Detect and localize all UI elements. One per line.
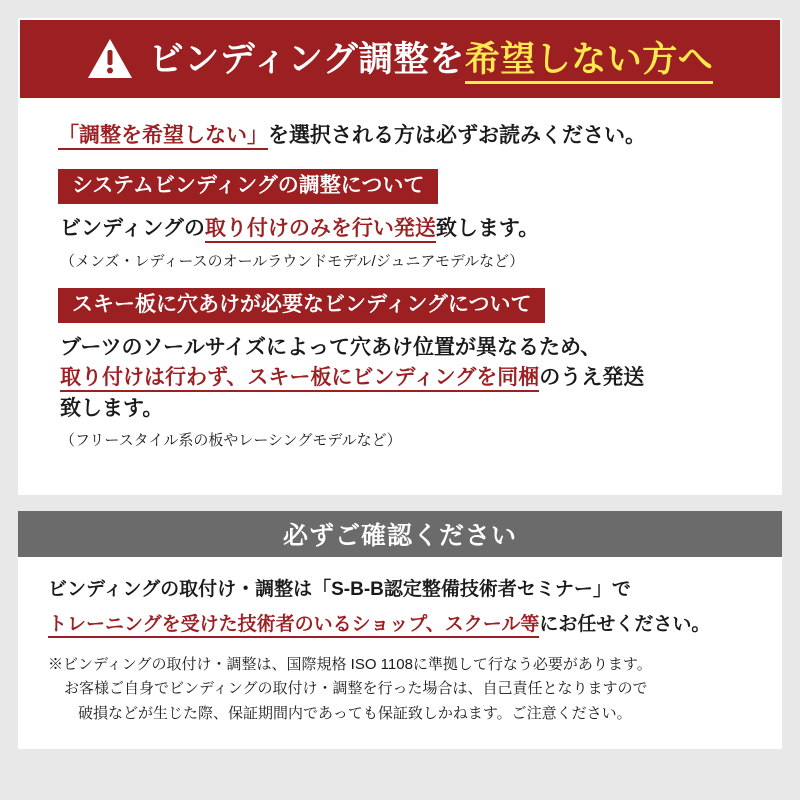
confirmation-header — [18, 511, 782, 557]
section-2-underlined: 取り付けは行わず、スキー板にビンディングを同梱 — [60, 366, 539, 392]
fine-print-line-2: お客様ご自身でビンディングの取付け・調整を行った場合は、自己責任となりますので — [64, 680, 648, 698]
section-2-row2 — [60, 363, 754, 393]
section-1-before: ビンディングの — [60, 217, 205, 241]
section-body-system-binding — [60, 214, 754, 271]
fine-print-line-1: ※ビンディングの取付け・調整は、国際規格 ISO 1108に準拠して行なう必要があります。 — [48, 655, 652, 673]
confirmation-line-2-after: にお任せください。 — [539, 613, 711, 635]
warning-banner — [20, 20, 780, 98]
fine-print — [48, 653, 752, 727]
lead-text — [58, 122, 754, 149]
section-2-after: のうえ発送 — [539, 366, 645, 390]
section-1-after: 致します。 — [435, 217, 540, 241]
section-1-note: （メンズ・レディースのオールラウンドモデル/ジュニアモデルなど） — [60, 252, 525, 270]
confirmation-header-text: 必ずご確認ください — [282, 522, 517, 551]
confirmation-line-2-underlined: トレーニングを受けた技術者のいるショップ、スクール等 — [48, 614, 539, 638]
confirmation-panel — [18, 511, 782, 748]
banner-title — [148, 39, 714, 79]
confirmation-line-1: ビンディングの取付け・調整は「S-B-B認定整備技術者セミナー」で — [48, 579, 631, 601]
confirmation-body — [18, 557, 782, 748]
warning-triangle-icon — [87, 38, 133, 80]
banner-title-highlight: 希望しない方へ — [465, 40, 714, 84]
section-2-row3: 致します。 — [60, 396, 164, 420]
section-1-line — [60, 214, 754, 244]
lead-underlined: 「調整を希望しない」 — [58, 124, 268, 150]
confirmation-line-2 — [48, 612, 752, 639]
banner-title-plain: ビンディング調整を — [148, 39, 465, 79]
panel-main-body — [20, 98, 780, 493]
lead-rest: を選択される方は必ずお読みください。 — [268, 124, 646, 147]
section-1-underlined: 取り付けのみを行い発送 — [205, 217, 436, 243]
section-2-row1: ブーツのソールサイズによって穴あけ位置が異なるため、 — [60, 336, 602, 360]
section-2-note: （フリースタイル系の板やレーシングモデルなど） — [60, 432, 402, 450]
section-heading-drilling-binding: スキー板に穴あけが必要なビンディングについて — [58, 288, 545, 323]
fine-print-line-3: 破損などが生じた際、保証期間内であっても保証致しかねます。ご注意ください。 — [78, 705, 632, 723]
binding-adjustment-panel — [18, 18, 782, 495]
section-body-drilling-binding — [60, 333, 754, 451]
section-heading-system-binding: システムビンディングの調整について — [58, 169, 438, 204]
